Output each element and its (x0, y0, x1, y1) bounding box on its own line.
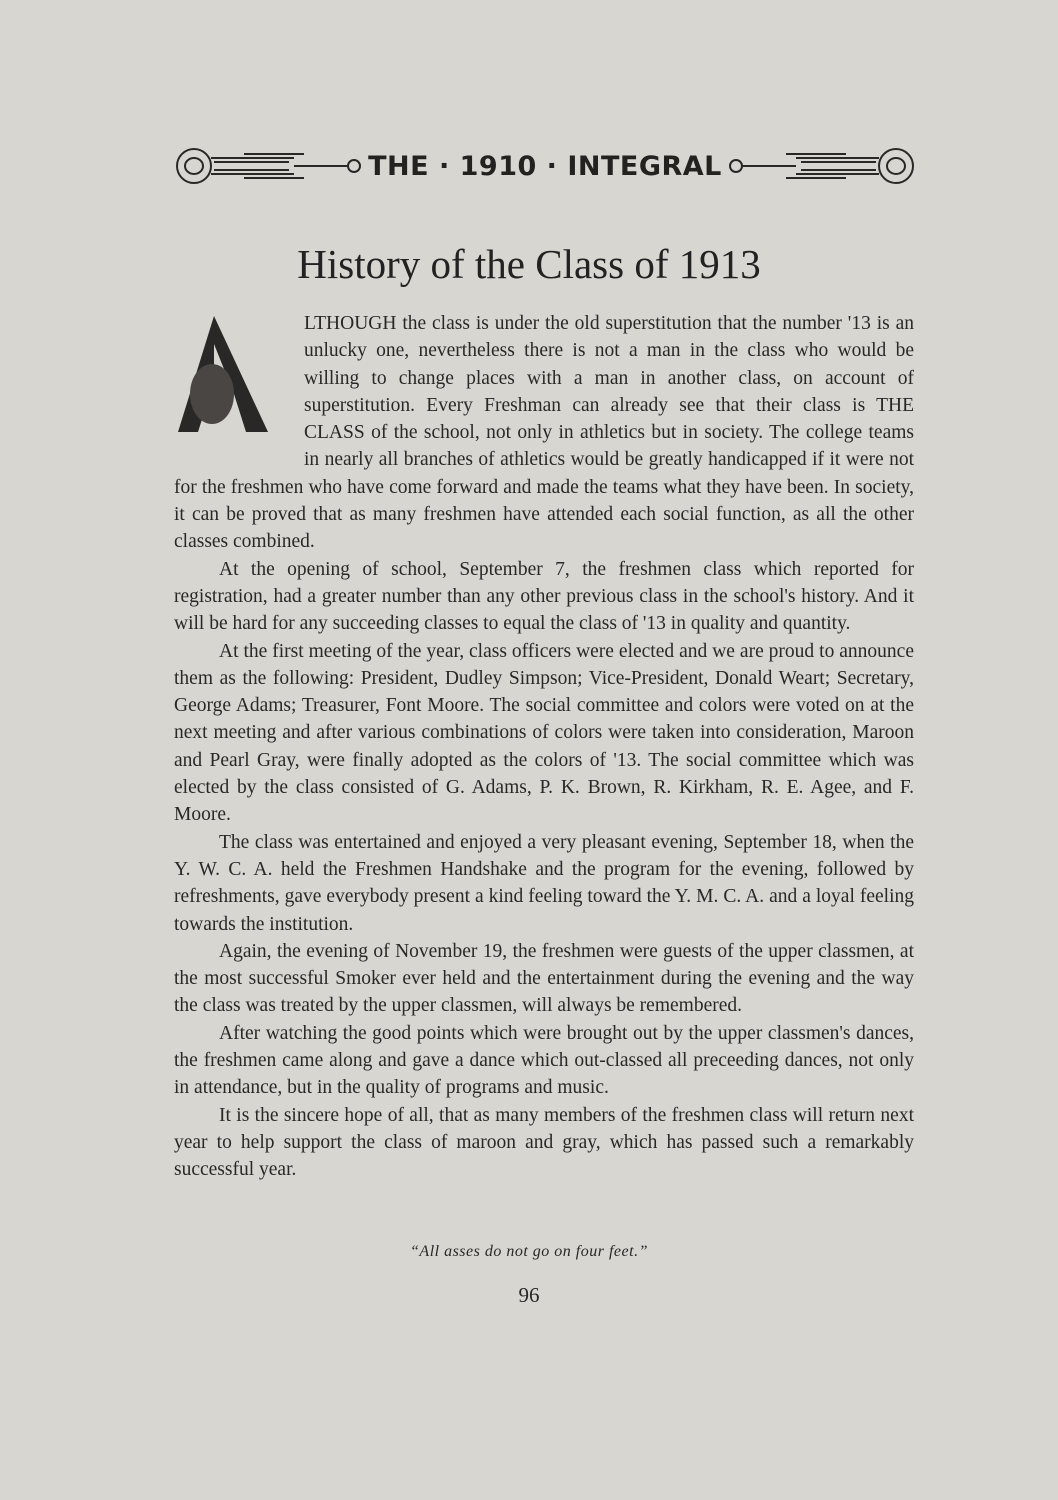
paragraph: The class was entertained and enjoyed a very pleasant evening, September 18, when the Y. W. C. A. held the Freshmen Handshake and the program for the evening, followed by refreshments, gave everybody present a kind feeling toward the Y. M. C. A. and a loyal feeling towards the institution. (174, 831, 914, 935)
running-title: THE · 1910 · INTEGRAL (368, 150, 722, 182)
article-body (174, 310, 914, 1184)
drop-cap-a-illustration (174, 314, 270, 438)
paragraph: Again, the evening of November 19, the freshmen were guests of the upper classmen, at the most successful Smoker ever held and the entertainment during the evening and the way the class was treated by the upper classmen, will always be remembered. (174, 940, 914, 1017)
paragraph: At the first meeting of the year, class officers were elected and we are proud to announce them as the following: President, Dudley Simpson; Vice-President, Donald Weart; Secretary, George Adams; Treasurer, Font Moore. The social committee and colors were voted on at the next meeting and after various combinations of colors were taken into consideration, Maroon and Pearl Gray, were finally adopted as the colors of '13. The social committee which was elected by the class consisted of G. Adams, P. K. Brown, R. Kirkham, R. E. Agee, and F. Moore. (174, 640, 914, 826)
paragraph: It is the sincere hope of all, that as many members of the freshmen class will return next year to help support the class of maroon and gray, which has passed such a remarkably successful year. (174, 1104, 914, 1181)
page-title: History of the Class of 1913 (297, 241, 761, 287)
page-number: 96 (518, 1283, 540, 1307)
paragraph: LTHOUGH the class is under the old superstitution that the number '13 is an unlucky one, nevertheless there is not a man in the class who would be willing to change places with a man in another class, on account of superstitution. Every Freshman can already see that their class is THE CLASS of the school, not only in athletics but in society. The college teams in nearly all branches of athletics would be greatly handicapped if it were not for the freshmen who have come forward and made the teams what they have been. In society, it can be proved that as many freshmen have attended each social function, as all the other classes combined. (174, 313, 914, 553)
closing-quote: “All asses do not go on four feet.” (410, 1243, 648, 1260)
paragraph: At the opening of school, September 7, the freshmen class which reported for registration, had a greater number than any other previous class in the school's history. And it will be hard for any succeeding classes to equal the class of '13 in quality and quantity. (174, 558, 914, 635)
paragraph: After watching the good points which were brought out by the upper classmen's dances, the freshmen came along and gave a dance which out-classed all preceeding dances, not only in attendance, but in the quality of programs and music. (174, 1022, 914, 1099)
left-ornament-icon (174, 146, 364, 186)
running-header (174, 146, 916, 186)
right-ornament-icon (726, 146, 916, 186)
